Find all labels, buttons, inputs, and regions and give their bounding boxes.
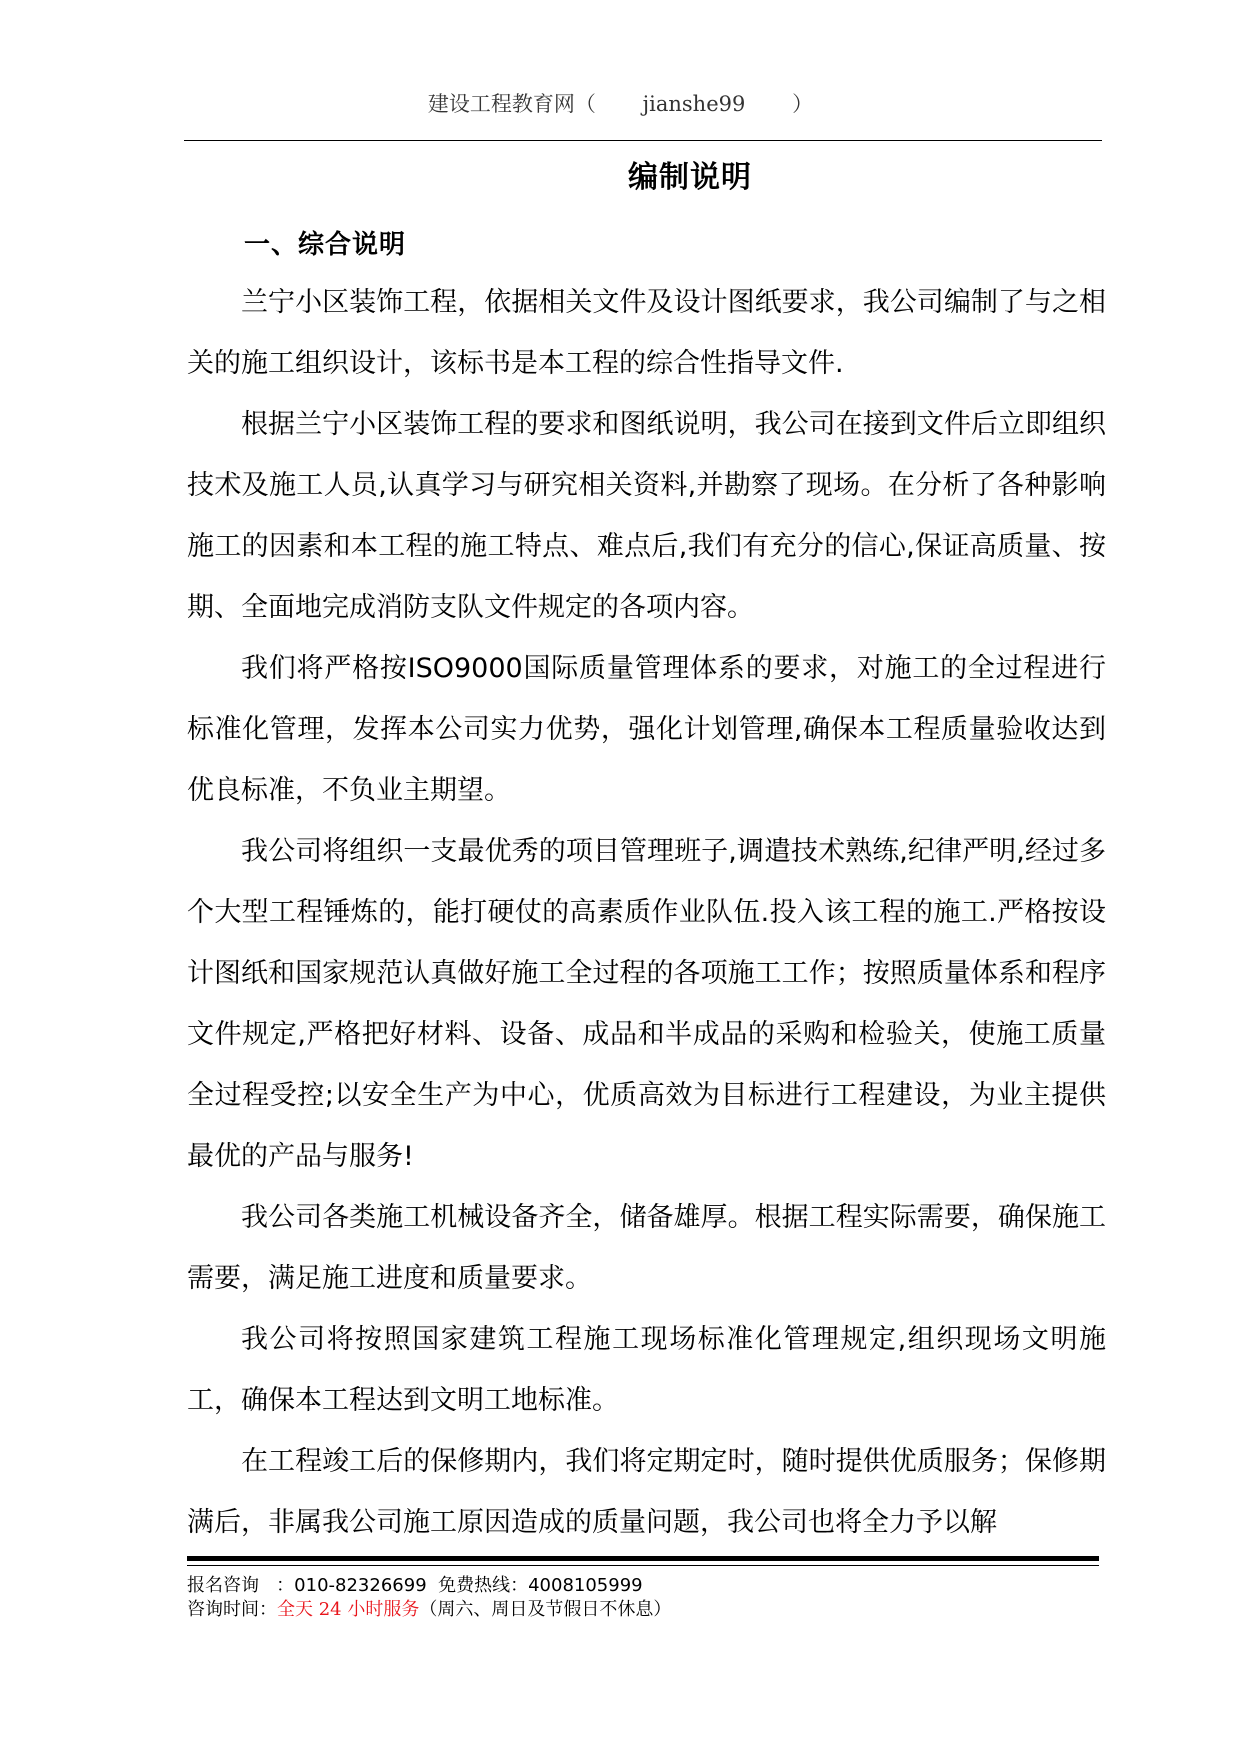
- header-divider: [184, 140, 1102, 141]
- page-header-site-name: 建设工程教育网（ jianshe99 ）: [427, 92, 814, 116]
- section-heading: 一、综合说明: [244, 230, 407, 260]
- body-paragraph: 我公司将组织一支最优秀的项目管理班子,调遣技术熟练,纪律严明,经过多个大型工程锤炼的，能打硬仗的高素质作业队伍.投入该工程的施工.严格按设计图纸和国家规范认真做好施工全过程的各项施工工作；按照质量体系和程序文件规定,严格把好材料、设备、成品和半成品的采购和检验关，使施工质量全过程受控;以安全生产为中心，优质高效为目标进行工程建设，为业主提供最优的产品与服务!: [187, 836, 1106, 1172]
- document-title: 编制说明: [628, 160, 752, 195]
- body-paragraph: 在工程竣工后的保修期内，我们将定期定时，随时提供优质服务；保修期满后，非属我公司施工原因造成的质量问题，我公司也将全力予以解: [187, 1446, 1106, 1538]
- document-body: [187, 272, 1106, 1553]
- signup-label: 报名咨询 ：: [187, 1575, 295, 1596]
- body-paragraph: 兰宁小区装饰工程，依据相关文件及设计图纸要求，我公司编制了与之相关的施工组织设计，该标书是本工程的综合性指导文件.: [187, 287, 1106, 379]
- body-paragraph: 我公司将按照国家建筑工程施工现场标准化管理规定,组织现场文明施工，确保本工程达到文明工地标准。: [187, 1324, 1106, 1416]
- body-paragraph: 我公司各类施工机械设备齐全，储备雄厚。根据工程实际需要，确保施工需要，满足施工进度和质量要求。: [187, 1202, 1106, 1294]
- hours-label: 咨询时间：: [187, 1599, 277, 1620]
- footer-divider-thick: [187, 1556, 1099, 1561]
- footer-hours-line: [187, 1595, 671, 1621]
- hours-value: 全天 24 小时服务: [277, 1599, 420, 1620]
- footer-contact-line: [187, 1571, 643, 1597]
- body-paragraph: 我们将严格按ISO9000国际质量管理体系的要求，对施工的全过程进行标准化管理，发挥本公司实力优势，强化计划管理,确保本工程质量验收达到优良标准，不负业主期望。: [187, 653, 1106, 806]
- signup-phone: 010-82326699: [294, 1575, 427, 1596]
- hours-note: （周六、周日及节假日不休息）: [419, 1599, 672, 1620]
- body-paragraph: 根据兰宁小区装饰工程的要求和图纸说明，我公司在接到文件后立即组织技术及施工人员,认真学习与研究相关资料,并勘察了现场。在分析了各种影响施工的因素和本工程的施工特点、难点后,我们有充分的信心,保证高质量、按期、全面地完成消防支队文件规定的各项内容。: [187, 409, 1106, 623]
- footer-divider-thin: [187, 1565, 1099, 1566]
- hotline-phone: 4008105999: [528, 1575, 643, 1596]
- hotline-label: 免费热线：: [426, 1575, 529, 1596]
